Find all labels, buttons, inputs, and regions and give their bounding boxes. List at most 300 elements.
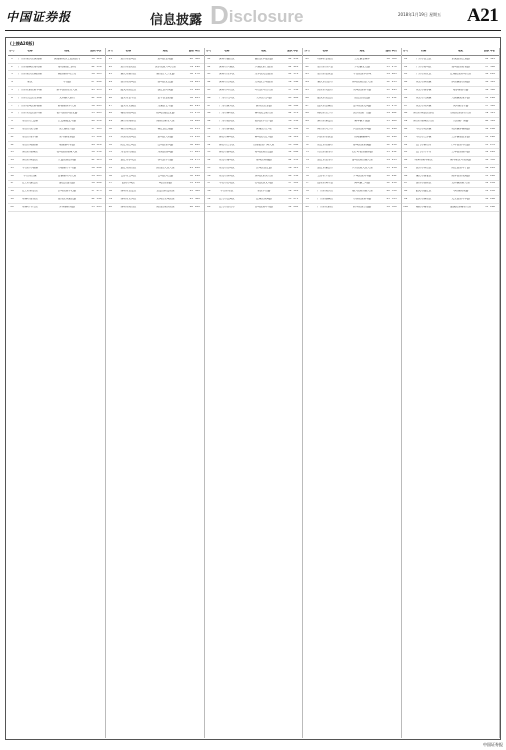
table-cell: 38	[91, 182, 95, 185]
table-cell: 深圳市光明区	[219, 81, 235, 84]
table-cell: 广州市南沙区	[317, 190, 333, 193]
table-row	[205, 71, 302, 79]
table-cell: 汕尾市城区	[121, 182, 135, 185]
table-cell: 龙华区民治街道	[254, 73, 273, 76]
table-cell: 295	[194, 104, 200, 107]
table-cell: 潮州市湘桥区	[120, 120, 137, 123]
table-cell: 27	[108, 104, 113, 107]
table-cell: 345	[293, 127, 299, 130]
table-cell: 38	[288, 120, 292, 123]
table-cell: 83	[403, 73, 408, 76]
table-cell: 355	[391, 198, 397, 201]
table-cell: 61	[305, 57, 309, 60]
table-cell: 360	[194, 198, 200, 201]
table-cell: 佛山市南海区大沥	[413, 120, 434, 123]
table-cell: 云浮市云城区	[120, 174, 137, 177]
table-cell: 320	[391, 205, 397, 208]
table-cell: 佛山市顺德区	[22, 159, 38, 162]
table-cell: 67	[305, 104, 309, 107]
table-cell: 1	[11, 57, 13, 60]
table-row	[205, 188, 302, 196]
table-cell: 350	[293, 120, 299, 123]
table-row	[8, 87, 105, 95]
table-cell: 三埠街道港口路	[451, 151, 470, 154]
table-cell: 35	[288, 143, 292, 146]
table-cell: 430	[293, 57, 299, 60]
table-cell: 40	[484, 120, 489, 123]
table-cell: 太和镇大源村	[59, 96, 75, 99]
table-row	[8, 165, 105, 173]
table-cell: 248	[391, 127, 397, 130]
table-cell: 41	[91, 159, 95, 162]
table-cell: 250	[194, 135, 200, 138]
table-cell: 佛山市禅城区	[219, 135, 235, 138]
table-cell: 250	[391, 143, 397, 146]
table-cell: 33	[484, 205, 489, 208]
table-cell: 318	[490, 120, 496, 123]
table-row	[402, 204, 499, 212]
table-cell: 320	[293, 135, 299, 138]
table-cell: 广州市从化区街口镇	[18, 112, 42, 115]
table-row	[402, 95, 499, 103]
table-cell: 400	[293, 96, 299, 99]
table-cell: 会城街道中心路	[57, 190, 77, 193]
table-cell: 古镇镇中兴大道	[57, 174, 77, 177]
table-cell: 黄埔区大沙地	[256, 127, 272, 130]
table-cell: 290	[293, 143, 299, 146]
table-cell: 81	[403, 57, 408, 60]
table-cell: 40	[386, 190, 390, 193]
table-cell: 罗城街道兴华路	[353, 174, 372, 177]
table-cell: 4	[11, 81, 13, 84]
table-cell: 82	[403, 65, 408, 68]
table-cell: 74	[305, 159, 309, 162]
table-cell: 5	[11, 88, 13, 91]
table-cell: 珠海市横琴新区	[414, 159, 433, 162]
table-cell: 290	[490, 135, 496, 138]
table-cell: 东莞市大朗镇	[415, 96, 432, 99]
footer-mark: 中国证券报	[483, 742, 503, 747]
table-cell: 汕头市潮阳区	[415, 198, 432, 201]
table-cell: 280	[194, 166, 200, 169]
table-cell: 桂城街道南海大道	[56, 151, 78, 154]
table-cell: 93	[403, 151, 408, 154]
table-cell: 44	[207, 81, 211, 84]
table-cell: 65	[305, 88, 309, 91]
table-cell: 城区香洲路	[158, 182, 172, 185]
table-row	[106, 149, 203, 157]
table-cell: 91	[403, 135, 408, 138]
table-row	[205, 126, 302, 134]
table-cell: 260	[391, 120, 397, 123]
table-cell: 41	[91, 96, 95, 99]
table-cell: 35	[288, 198, 292, 201]
table-cell: 96	[403, 174, 408, 177]
table-cell: 268	[490, 198, 496, 201]
table-cell: 33	[386, 96, 390, 99]
table-cell: 45	[288, 96, 292, 99]
table-cell: 62	[305, 65, 309, 68]
table-row	[303, 103, 400, 111]
table-cell: 300	[96, 135, 102, 138]
table-cell: 42	[91, 65, 95, 68]
table-cell: 37	[288, 88, 292, 91]
table-row	[303, 95, 400, 103]
table-cell: 39	[386, 205, 390, 208]
table-row	[106, 87, 203, 95]
table-cell: 10	[10, 127, 14, 130]
table-cell: 英城街道和平路	[353, 88, 372, 91]
table-cell: 390	[293, 104, 299, 107]
table-cell: 香洲区凤凰北路	[57, 198, 77, 201]
table-row	[303, 165, 400, 173]
table-cell: 25	[108, 88, 113, 91]
table-cell: 肇庆市端州区	[120, 73, 137, 76]
table-cell: 285	[490, 166, 496, 169]
table-row	[8, 196, 105, 204]
table-cell: 28	[108, 112, 113, 115]
table-cell: 东莞市寮步镇	[415, 88, 432, 91]
table-cell: 惠州市博罗县	[317, 65, 333, 68]
table-row	[8, 149, 105, 157]
table-cell: 35	[484, 135, 489, 138]
table-cell: 湛江市霞山区	[120, 166, 137, 169]
table-cell: 深圳市龙岗区	[120, 198, 137, 201]
table-cell: 255	[391, 81, 397, 84]
table-cell: 320	[96, 143, 102, 146]
table-cell: 330	[293, 88, 299, 91]
table-cell: 64	[305, 81, 309, 84]
table-row	[205, 173, 302, 181]
table-column-1	[8, 48, 106, 738]
table-cell: 290	[194, 65, 200, 68]
table-cell: 27	[91, 81, 95, 84]
table-cell: 265	[293, 205, 299, 208]
table-columns	[8, 48, 500, 738]
section-english-rest: isclosure	[228, 7, 304, 26]
section-english-title	[210, 0, 304, 30]
table-cell: 33	[484, 174, 489, 177]
table-cell: 广州市南沙区横沥镇	[18, 73, 42, 76]
table-cell: 马坝镇府前路	[452, 190, 469, 193]
table-cell: 36	[386, 57, 390, 60]
table-cell: 320	[96, 57, 102, 60]
table-row	[8, 126, 105, 134]
table-cell: 84	[403, 81, 408, 84]
table-cell: 广州市番禺区南村镇	[18, 65, 42, 68]
table-cell: 2	[11, 65, 13, 68]
table-cell: 15	[10, 166, 14, 169]
table-row	[205, 56, 302, 64]
table-cell: 荷城街道沧江路	[254, 151, 273, 154]
table-cell: 汕头市龙湖区	[120, 104, 137, 107]
table-cell: 41	[288, 127, 292, 130]
table-cell: 325	[96, 159, 102, 162]
table-cell: 340	[96, 198, 102, 201]
table-cell: 248	[194, 174, 200, 177]
table-cell: 石仔岭街道高凉路	[351, 151, 373, 154]
table-cell: 262	[490, 174, 496, 177]
table-row	[402, 149, 499, 157]
table-cell: 淡水街道开城大道	[155, 65, 176, 68]
table-cell: 34	[484, 127, 489, 130]
table-cell: 37	[108, 182, 113, 185]
table-cell: 302	[490, 104, 496, 107]
table-cell: 东莞市莞城区	[219, 166, 235, 169]
table-cell: 72	[305, 143, 309, 146]
table-cell: 370	[293, 73, 299, 76]
table-cell: 茂南区油城路	[157, 151, 174, 154]
table-cell: 东区中山路	[257, 190, 271, 193]
table-cell: 大朗镇美景中路	[451, 96, 470, 99]
table-cell: 16	[10, 174, 14, 177]
page-number: A21	[467, 5, 499, 26]
table-cell: 29	[108, 120, 113, 123]
table-cell: 南山区南头街道	[156, 205, 175, 208]
table-cell: 汕头市金平区	[120, 96, 137, 99]
table-cell: 平山街道华侨城	[353, 73, 372, 76]
table-cell: 湛江市廉江市	[317, 166, 333, 169]
table-row	[402, 173, 499, 181]
table-row	[8, 188, 105, 196]
table-cell: 福田区华强北路	[254, 57, 273, 60]
table-cell: 7	[11, 104, 13, 107]
table-cell: 88	[403, 112, 408, 115]
table-cell: 85	[403, 88, 408, 91]
table-cell: 仙塘镇蝴蝶岭	[354, 135, 370, 138]
table-cell: 金平区金砂路	[157, 96, 174, 99]
table-cell: 240	[391, 135, 397, 138]
table-cell: 厚街镇康乐南路	[451, 81, 470, 84]
table-cell: 江埔街道从城大道	[450, 73, 471, 76]
table-cell: 阳江市江城区	[120, 143, 137, 146]
table-cell: 270	[490, 143, 496, 146]
table-cell: 300	[391, 57, 397, 60]
table-cell: 浈江区风采路	[157, 88, 174, 91]
table-cell: 300	[194, 57, 200, 60]
table-cell: 广州市越秀区	[219, 104, 235, 107]
table-cell: 霞山区人民大道	[156, 166, 175, 169]
table-cell: 37	[484, 104, 489, 107]
table-cell: 横琴新区环岛东路	[450, 159, 471, 162]
table-row	[402, 142, 499, 150]
table-row	[205, 64, 302, 72]
table-cell: 57	[207, 182, 211, 185]
table-cell: 梅州市兴宁市	[317, 127, 333, 130]
table-cell: 252	[391, 96, 397, 99]
table-cell: 榕城区临江北路	[156, 112, 175, 115]
table-cell: 265	[194, 81, 200, 84]
table-row	[106, 173, 203, 181]
table-row	[402, 79, 499, 87]
table-cell: 37	[189, 151, 194, 154]
table-cell: 凤岗镇龙平路	[452, 104, 469, 107]
table-cell: 35	[386, 166, 390, 169]
table-cell: 33	[91, 112, 95, 115]
table-cell: 48	[207, 112, 211, 115]
table-cell: 37	[484, 65, 489, 68]
table-cell: 30	[386, 174, 390, 177]
table-cell: 315	[490, 112, 496, 115]
table-cell: 87	[403, 104, 408, 107]
table-cell: 莞城区西正路	[256, 166, 272, 169]
table-cell: 38	[189, 96, 194, 99]
table-cell: 长安镇振安中路	[57, 120, 77, 123]
table-cell: 广州市增城区新塘镇	[18, 104, 42, 107]
table-row	[303, 181, 400, 189]
table-cell: 容桂街道容奇大道	[450, 112, 471, 115]
table-cell: 河源市东源县	[317, 135, 333, 138]
table-cell: 330	[391, 190, 397, 193]
table-cell: 265	[490, 151, 496, 154]
table-cell: 97	[403, 182, 408, 185]
table-row	[8, 142, 105, 150]
table-cell: 39	[288, 135, 292, 138]
table-header-cell: 名称	[224, 49, 230, 52]
table-row	[106, 64, 203, 72]
table-cell: 清远市英德市	[317, 88, 333, 91]
table-cell: 30	[108, 127, 113, 130]
table-cell: 26	[108, 96, 113, 99]
table-row	[303, 110, 400, 118]
table-cell: 南城区鸿福路	[256, 159, 272, 162]
table-cell: 17	[10, 182, 14, 185]
table-cell: 34	[484, 73, 489, 76]
table-cell: 佛山市顺德区容桂	[413, 112, 434, 115]
table-cell: 春城街道东湖路	[353, 143, 372, 146]
table-cell: 31	[386, 127, 390, 130]
table-cell: 广州市白云区	[415, 57, 432, 60]
table-cell: 33	[386, 65, 390, 68]
table-cell: 中山市坦洲镇	[415, 127, 432, 130]
table-cell: 335	[293, 159, 299, 162]
table-cell: 31	[189, 135, 194, 138]
table-row	[303, 196, 400, 204]
table-row	[303, 87, 400, 95]
table-cell: 37	[91, 127, 95, 130]
table-cell: 宝安区新安街道	[156, 190, 175, 193]
table-cell: 新华街道公益路	[353, 205, 372, 208]
table-header-cell: 面积	[484, 49, 490, 52]
table-cell: 262	[391, 112, 397, 115]
table-row	[402, 64, 499, 72]
table-row	[205, 204, 302, 212]
table-cell: 38	[484, 81, 489, 84]
table-cell: 68	[305, 112, 309, 115]
table-row	[402, 103, 499, 111]
table-cell: 沙坪街道中山路	[451, 143, 470, 146]
table-cell: 坦洲镇界狮南路	[451, 127, 470, 130]
table-row	[303, 142, 400, 150]
table-cell: 31	[484, 190, 489, 193]
table-header-cell: 面积	[385, 49, 391, 52]
table-row	[205, 196, 302, 204]
table-cell: 92	[403, 143, 408, 146]
table-cell: 36	[108, 174, 113, 177]
table-cell: 深圳市坪山区	[219, 88, 235, 91]
table-cell: 35	[91, 205, 95, 208]
table-cell: 江门市开平市	[415, 151, 432, 154]
table-cell: 290	[96, 166, 102, 169]
table-cell: 清远市清新区	[415, 182, 432, 185]
table-row	[205, 103, 302, 111]
table-cell: 45	[189, 190, 194, 193]
table-cell: 46	[189, 205, 194, 208]
table-header-row	[303, 48, 400, 56]
table-row	[402, 87, 499, 95]
table-cell: 51	[207, 135, 211, 138]
table-row	[8, 134, 105, 142]
table-header-cell: 序号	[304, 49, 310, 52]
table-row	[205, 149, 302, 157]
table-cell: 33	[189, 88, 194, 91]
table-cell: 源城区大同路	[157, 135, 174, 138]
table-cell: 龙岗区龙城街道	[156, 198, 175, 201]
table-cell: 255	[194, 127, 200, 130]
table-cell: 80	[305, 205, 309, 208]
table-cell: 34	[189, 81, 194, 84]
table-header-cell: 单价	[96, 49, 102, 52]
table-row	[303, 188, 400, 196]
table-cell: 中山市石岐区	[219, 182, 235, 185]
table-cell: 39	[189, 65, 194, 68]
table-cell: 蓬江区建设路	[59, 182, 75, 185]
disclosure-table-panel	[5, 37, 501, 740]
table-cell: 41	[189, 166, 194, 169]
table-cell: 惠州市惠东县	[317, 73, 333, 76]
table-cell: 街口街道河滨北路	[56, 112, 78, 115]
table-header-cell: 地址	[162, 49, 168, 52]
table-row	[8, 181, 105, 189]
table-header-cell: 单价	[391, 49, 397, 52]
table-header-cell: 地址	[458, 49, 464, 52]
table-header-cell: 面积	[287, 49, 293, 52]
table-cell: 34	[189, 120, 194, 123]
table-cell: 69	[305, 120, 309, 123]
table-cell: 广州市花都区	[317, 205, 333, 208]
table-cell: 惠州市惠阳区	[120, 65, 137, 68]
table-cell: 13	[10, 151, 14, 154]
table-cell: 云城区兴云路	[157, 174, 174, 177]
table-cell: 285	[490, 73, 496, 76]
table-cell: 东莞市凤岗镇	[415, 104, 432, 107]
table-cell: 光明区公明街道	[254, 81, 273, 84]
table-row	[8, 173, 105, 181]
table-cell: 惠州市惠城区	[120, 57, 137, 60]
table-cell: 32	[189, 127, 194, 130]
table-cell: 荔湾区中山八路	[254, 120, 273, 123]
table-cell: 41	[207, 57, 211, 60]
table-cell: 270	[391, 65, 397, 68]
table-cell: 305	[96, 73, 102, 76]
table-cell: 280	[96, 182, 102, 185]
table-cell: 33	[386, 151, 390, 154]
table-row	[303, 71, 400, 79]
table-row	[303, 64, 400, 72]
table-column-5	[402, 48, 500, 738]
table-cell: 56	[207, 174, 211, 177]
table-cell: 42	[288, 159, 292, 162]
table-cell: 珠海市斗门区	[22, 205, 38, 208]
masthead	[0, 0, 506, 30]
table-cell: 42	[288, 65, 292, 68]
table-cell: 广州市黄埔区	[219, 127, 235, 130]
table-row	[8, 118, 105, 126]
table-cell: 广州市从化区	[415, 73, 432, 76]
table-cell: 常平镇常东路	[59, 135, 75, 138]
table-cell: 禅城区汾江中路	[254, 135, 273, 138]
table-cell: 东莞市东城区	[219, 174, 235, 177]
